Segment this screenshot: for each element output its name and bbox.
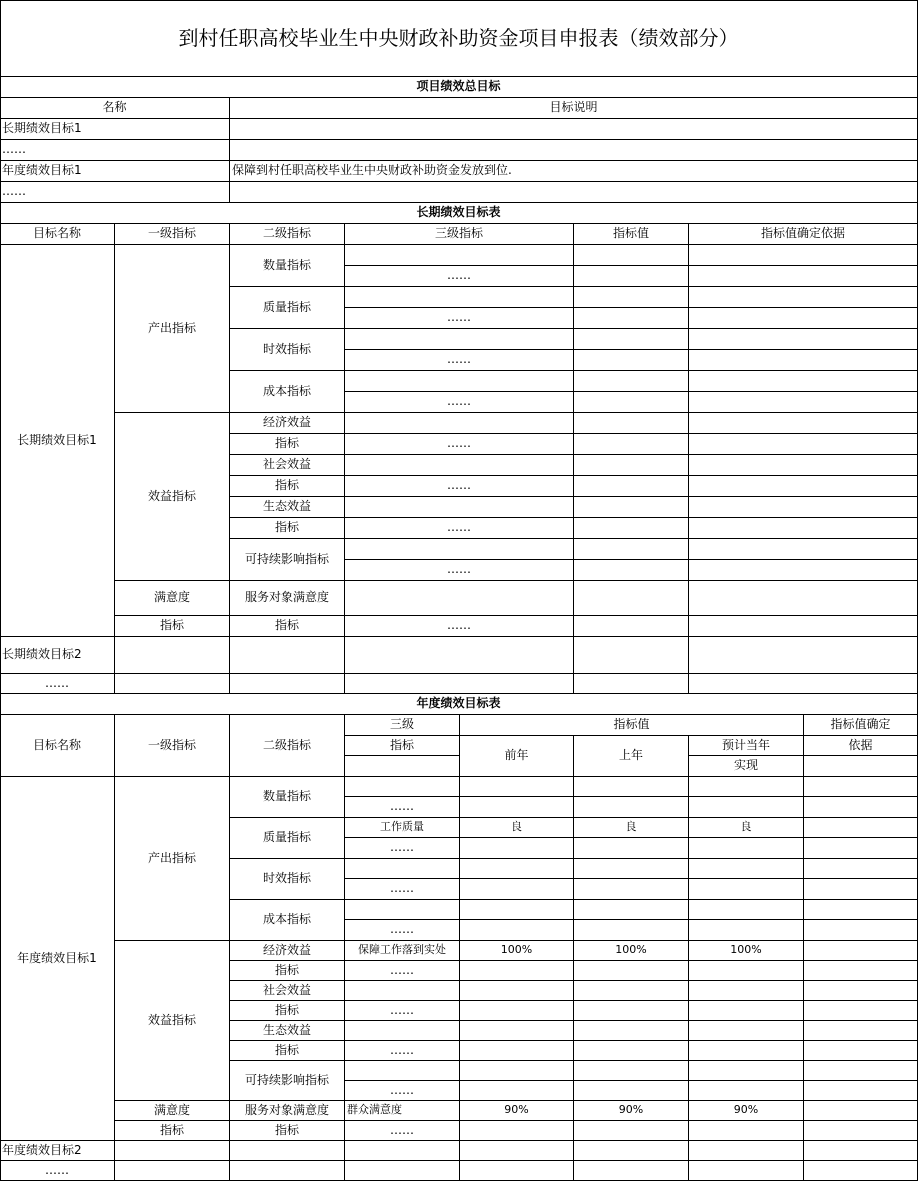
annual-econ-cur: 100% (689, 941, 804, 961)
annual-header-l3-top: 三级 (345, 715, 460, 736)
empty-cell (345, 1161, 460, 1181)
empty-cell (804, 1101, 918, 1121)
annual-header-prev: 上年 (574, 736, 689, 777)
empty-cell (574, 1081, 689, 1101)
annual-l3-placeholder: …… (345, 920, 460, 941)
empty-cell (345, 777, 460, 797)
longterm-indicator: 指标 (115, 616, 230, 637)
longterm-l3-placeholder: …… (345, 434, 574, 455)
overall-col-desc: 目标说明 (230, 98, 918, 119)
annual-goal-more: …… (0, 1161, 115, 1181)
empty-cell (574, 329, 689, 350)
longterm-header-2: 二级指标 (230, 224, 345, 245)
empty-cell (460, 1061, 574, 1081)
overall-goal-name: …… (0, 140, 230, 161)
annual-l3-satisfaction: 群众满意度 (345, 1101, 460, 1121)
empty-cell (345, 637, 574, 674)
empty-cell (345, 1061, 460, 1081)
empty-cell (689, 413, 918, 434)
empty-cell (230, 1161, 345, 1181)
empty-cell (689, 308, 918, 329)
overall-goal-desc: 保障到村任职高校毕业生中央财政补助资金发放到位. (230, 161, 918, 182)
longterm-header-0: 目标名称 (0, 224, 115, 245)
longterm-l3-placeholder: …… (345, 308, 574, 329)
annual-satisfaction-cur: 90% (689, 1101, 804, 1121)
longterm-goal-more: …… (0, 674, 115, 694)
annual-l3-placeholder: …… (345, 961, 460, 981)
empty-cell (804, 1121, 918, 1141)
empty-cell (574, 838, 689, 859)
empty-cell (345, 245, 574, 266)
annual-satisfaction-prev2: 90% (460, 1101, 574, 1121)
longterm-l2-indicator: 指标 (230, 434, 345, 455)
empty-cell (804, 777, 918, 797)
empty-cell (689, 1081, 804, 1101)
empty-cell (574, 560, 689, 581)
empty-cell (574, 350, 689, 371)
empty-cell (574, 777, 689, 797)
empty-cell (804, 981, 918, 1001)
annual-l3-econ: 保障工作落到实处 (345, 941, 460, 961)
annual-satisfaction: 满意度 (115, 1101, 230, 1121)
annual-benefit-indicator: 效益指标 (115, 941, 230, 1101)
empty-cell (689, 497, 918, 518)
longterm-l2-indicator: 指标 (230, 476, 345, 497)
empty-cell (460, 1001, 574, 1021)
empty-cell (574, 476, 689, 497)
empty-cell (574, 581, 689, 616)
empty-cell (230, 674, 345, 694)
annual-l2-econ: 经济效益 (230, 941, 345, 961)
longterm-l3-placeholder: …… (345, 476, 574, 497)
annual-l3-quality: 工作质量 (345, 818, 460, 838)
empty-cell (689, 560, 918, 581)
empty-cell (460, 1141, 574, 1161)
longterm-goal-2: 长期绩效目标2 (0, 637, 115, 674)
empty-cell (689, 581, 918, 616)
empty-cell (689, 1001, 804, 1021)
empty-cell (689, 920, 804, 941)
longterm-satisfaction: 满意度 (115, 581, 230, 616)
empty-cell (574, 518, 689, 539)
empty-cell (574, 616, 689, 637)
annual-l2-social: 社会效益 (230, 981, 345, 1001)
annual-header-l2: 二级指标 (230, 715, 345, 777)
empty-cell (804, 756, 918, 777)
empty-cell (574, 1121, 689, 1141)
empty-cell (460, 797, 574, 818)
empty-cell (574, 900, 689, 920)
empty-cell (689, 900, 804, 920)
empty-cell (460, 838, 574, 859)
longterm-section-header: 长期绩效目标表 (0, 203, 918, 224)
empty-cell (689, 518, 918, 539)
annual-l2-service: 服务对象满意度 (230, 1101, 345, 1121)
longterm-goal-1: 长期绩效目标1 (0, 245, 115, 637)
empty-cell (574, 1041, 689, 1061)
annual-l3-placeholder: …… (345, 1121, 460, 1141)
empty-cell (574, 392, 689, 413)
annual-goal-2: 年度绩效目标2 (0, 1141, 115, 1161)
longterm-l3-placeholder: …… (345, 350, 574, 371)
annual-l3-placeholder: …… (345, 1041, 460, 1061)
empty-cell (115, 1161, 230, 1181)
empty-cell (574, 1001, 689, 1021)
longterm-l3-placeholder: …… (345, 518, 574, 539)
annual-l3-placeholder: …… (345, 879, 460, 900)
empty-cell (689, 434, 918, 455)
annual-section-header: 年度绩效目标表 (0, 694, 918, 715)
empty-cell (460, 859, 574, 879)
empty-cell (574, 497, 689, 518)
annual-l2-eco: 生态效益 (230, 1021, 345, 1041)
empty-cell (689, 961, 804, 981)
empty-cell (574, 455, 689, 476)
annual-goal-1: 年度绩效目标1 (0, 777, 115, 1141)
empty-cell (574, 1021, 689, 1041)
empty-cell (804, 1001, 918, 1021)
empty-cell (689, 455, 918, 476)
annual-header-basis-top: 指标值确定 (804, 715, 918, 736)
empty-cell (230, 637, 345, 674)
empty-cell (689, 392, 918, 413)
longterm-l2-cost: 成本指标 (230, 371, 345, 413)
empty-cell (574, 413, 689, 434)
longterm-l2-indicator: 指标 (230, 616, 345, 637)
longterm-l3-placeholder: …… (345, 560, 574, 581)
empty-cell (804, 1061, 918, 1081)
overall-goal-desc (230, 140, 918, 161)
empty-cell (574, 920, 689, 941)
annual-l2-sustain: 可持续影响指标 (230, 1061, 345, 1101)
empty-cell (230, 1141, 345, 1161)
empty-cell (689, 674, 918, 694)
annual-header-cur-bottom: 实现 (689, 756, 804, 777)
empty-cell (804, 879, 918, 900)
annual-l2-quality: 质量指标 (230, 818, 345, 859)
empty-cell (345, 329, 574, 350)
empty-cell (574, 539, 689, 560)
empty-cell (115, 1141, 230, 1161)
empty-cell (804, 859, 918, 879)
overall-section-header: 项目绩效总目标 (0, 77, 918, 98)
empty-cell (689, 329, 918, 350)
empty-cell (574, 879, 689, 900)
empty-cell (574, 797, 689, 818)
longterm-l3-placeholder: …… (345, 266, 574, 287)
longterm-l3-placeholder: …… (345, 616, 574, 637)
empty-cell (574, 308, 689, 329)
empty-cell (345, 756, 460, 777)
annual-econ-prev2: 100% (460, 941, 574, 961)
annual-l3-placeholder: …… (345, 797, 460, 818)
longterm-l2-qty: 数量指标 (230, 245, 345, 287)
annual-header-l1: 一级指标 (115, 715, 230, 777)
annual-l2-indicator: 指标 (230, 1041, 345, 1061)
empty-cell (345, 287, 574, 308)
annual-l2-indicator: 指标 (230, 1001, 345, 1021)
annual-l2-timely: 时效指标 (230, 859, 345, 900)
empty-cell (345, 1141, 460, 1161)
empty-cell (804, 1041, 918, 1061)
empty-cell (345, 497, 574, 518)
annual-header-value: 指标值 (460, 715, 804, 736)
empty-cell (115, 674, 230, 694)
annual-l2-cost: 成本指标 (230, 900, 345, 941)
empty-cell (345, 1021, 460, 1041)
empty-cell (804, 1021, 918, 1041)
empty-cell (574, 245, 689, 266)
annual-quality-prev: 良 (574, 818, 689, 838)
longterm-header-3: 三级指标 (345, 224, 574, 245)
annual-header-cur-top: 预计当年 (689, 736, 804, 756)
empty-cell (460, 1021, 574, 1041)
empty-cell (689, 266, 918, 287)
overall-goal-name: 年度绩效目标1 (0, 161, 230, 182)
empty-cell (345, 981, 460, 1001)
empty-cell (574, 859, 689, 879)
empty-cell (574, 637, 689, 674)
empty-cell (345, 455, 574, 476)
annual-l3-placeholder: …… (345, 1081, 460, 1101)
empty-cell (345, 413, 574, 434)
empty-cell (460, 920, 574, 941)
empty-cell (689, 1021, 804, 1041)
empty-cell (804, 838, 918, 859)
longterm-benefit-indicator: 效益指标 (115, 413, 230, 581)
annual-header-prev2: 前年 (460, 736, 574, 777)
annual-header-l3-bottom: 指标 (345, 736, 460, 756)
overall-col-name: 名称 (0, 98, 230, 119)
empty-cell (804, 1081, 918, 1101)
empty-cell (574, 287, 689, 308)
empty-cell (804, 1141, 918, 1161)
longterm-output-indicator: 产出指标 (115, 245, 230, 413)
annual-l2-indicator: 指标 (230, 1121, 345, 1141)
empty-cell (460, 1081, 574, 1101)
empty-cell (574, 1141, 689, 1161)
empty-cell (689, 539, 918, 560)
annual-indicator: 指标 (115, 1121, 230, 1141)
longterm-l2-indicator: 指标 (230, 518, 345, 539)
empty-cell (460, 777, 574, 797)
empty-cell (689, 797, 804, 818)
empty-cell (689, 859, 804, 879)
longterm-l2-sustain: 可持续影响指标 (230, 539, 345, 581)
overall-goal-desc (230, 119, 918, 140)
page-title: 到村任职高校毕业生中央财政补助资金项目申报表（绩效部分） (0, 0, 918, 77)
longterm-l2-econ: 经济效益 (230, 413, 345, 434)
empty-cell (460, 961, 574, 981)
empty-cell (689, 1141, 804, 1161)
annual-satisfaction-prev: 90% (574, 1101, 689, 1121)
empty-cell (574, 674, 689, 694)
empty-cell (689, 981, 804, 1001)
empty-cell (689, 1041, 804, 1061)
longterm-l3-placeholder: …… (345, 392, 574, 413)
annual-header-basis-bottom: 依据 (804, 736, 918, 756)
longterm-l2-service: 服务对象满意度 (230, 581, 345, 616)
annual-l2-qty: 数量指标 (230, 777, 345, 818)
empty-cell (689, 777, 804, 797)
longterm-header-4: 指标值 (574, 224, 689, 245)
empty-cell (689, 616, 918, 637)
annual-quality-prev2: 良 (460, 818, 574, 838)
longterm-l2-social: 社会效益 (230, 455, 345, 476)
empty-cell (804, 797, 918, 818)
empty-cell (689, 838, 804, 859)
empty-cell (689, 1121, 804, 1141)
annual-l3-placeholder: …… (345, 838, 460, 859)
empty-cell (804, 941, 918, 961)
empty-cell (804, 900, 918, 920)
empty-cell (574, 371, 689, 392)
empty-cell (574, 266, 689, 287)
longterm-header-5: 指标值确定依据 (689, 224, 918, 245)
empty-cell (345, 859, 460, 879)
empty-cell (460, 981, 574, 1001)
empty-cell (345, 539, 574, 560)
overall-goal-desc (230, 182, 918, 203)
empty-cell (460, 1121, 574, 1141)
empty-cell (574, 434, 689, 455)
annual-econ-prev: 100% (574, 941, 689, 961)
empty-cell (689, 245, 918, 266)
overall-goal-name: …… (0, 182, 230, 203)
empty-cell (689, 637, 918, 674)
annual-l2-indicator: 指标 (230, 961, 345, 981)
empty-cell (689, 350, 918, 371)
empty-cell (345, 371, 574, 392)
overall-goal-name: 长期绩效目标1 (0, 119, 230, 140)
annual-l3-placeholder: …… (345, 1001, 460, 1021)
annual-output-indicator: 产出指标 (115, 777, 230, 941)
longterm-l2-timely: 时效指标 (230, 329, 345, 371)
empty-cell (460, 879, 574, 900)
longterm-l2-quality: 质量指标 (230, 287, 345, 329)
empty-cell (574, 1161, 689, 1181)
longterm-l2-eco: 生态效益 (230, 497, 345, 518)
empty-cell (804, 1161, 918, 1181)
empty-cell (689, 879, 804, 900)
empty-cell (345, 674, 574, 694)
empty-cell (804, 818, 918, 838)
annual-header-goal: 目标名称 (0, 715, 115, 777)
empty-cell (460, 1041, 574, 1061)
empty-cell (345, 900, 460, 920)
empty-cell (115, 637, 230, 674)
empty-cell (804, 920, 918, 941)
empty-cell (460, 1161, 574, 1181)
empty-cell (460, 900, 574, 920)
longterm-header-1: 一级指标 (115, 224, 230, 245)
empty-cell (689, 476, 918, 497)
empty-cell (574, 981, 689, 1001)
annual-quality-cur: 良 (689, 818, 804, 838)
empty-cell (345, 581, 574, 616)
empty-cell (689, 371, 918, 392)
empty-cell (689, 1161, 804, 1181)
empty-cell (689, 287, 918, 308)
empty-cell (574, 1061, 689, 1081)
empty-cell (574, 961, 689, 981)
empty-cell (689, 1061, 804, 1081)
empty-cell (804, 961, 918, 981)
